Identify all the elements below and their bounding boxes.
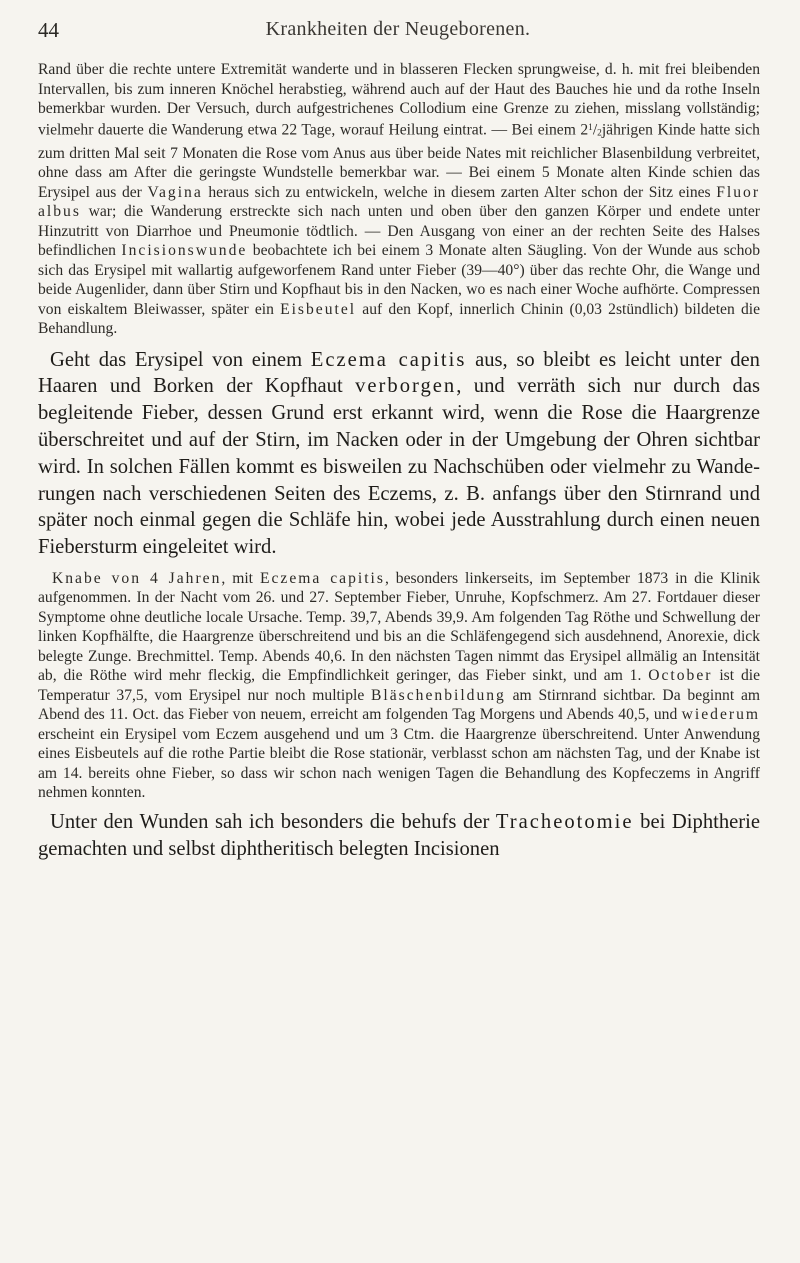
paragraph-eczema-capitis xyxy=(38,347,760,561)
text-run: auf den Kopf, innerlich Chinin (0,03 2stündlich) bildeten die Behandlung. xyxy=(38,300,760,338)
emphasis-verborgen: verborgen xyxy=(355,375,457,398)
emphasis-eczema-capitis: Eczema capitis xyxy=(259,569,385,587)
emphasis-tracheotomie: Tracheotomie xyxy=(495,810,634,833)
text-run: am Stirnrand sichtbar. Da beginnt am Abend des 11. Oct. das Fieber von neuem, erreicht am folgenden Tag Morgens und Abends 40,5, und xyxy=(38,686,760,724)
emphasis-fluor-albus: Fluor albus xyxy=(38,183,761,221)
text-run: war; die Wanderung erstreckte sich nach unten und oben über den ganzen Körper und endete unter Hinzutritt von Diarrhoe und Pneumonie tödtlich. — Den Ausgang von einer an der rechten Seite des Halses befindlichen xyxy=(38,203,760,260)
fraction-denominator: 2 xyxy=(597,128,602,139)
text-run: , besonders linkerseits, im September 1873 in die Klinik aufgenommen. In der Nacht vom 26. und 27. September Fieber, Unruhe, Kopfschmerz. Am 27. Fortdauer dieser Symptome ohne deutliche locale Ursache. Temp. 39,7, Abends 39,9. Am folgenden Tag Röthe und Schwellung der linken Kopfhälfte, die Haargrenze überschreitend und bis an die Schläfengegend sich ausdehnend, Anorexie, dick belegte Zunge. Brechmittel. Temp. Abends 40,6. In den nächsten Tagen nimmt das Erysipel allmälig an Intensität ab, die Röthe wird mehr fleckig, die Empfindlichkeit geringer, das Fieber sinkt, und am 1. xyxy=(38,569,761,685)
fraction-numerator: 1 xyxy=(588,122,593,133)
page-number: 44 xyxy=(38,18,59,42)
emphasis-vagina: Vagina xyxy=(147,183,203,201)
emphasis-blaeschenbildung: Bläschenbildung xyxy=(371,686,506,704)
text-run: Geht das Erysipel von einem xyxy=(50,348,311,371)
emphasis-knabe: Knabe von 4 Jahren xyxy=(52,569,222,587)
paragraph-case-knabe xyxy=(38,569,760,803)
text-run: bei Diphtherie gemachten und selbst diphtheritisch belegten Incisionen xyxy=(38,810,760,860)
page-body xyxy=(38,60,760,863)
text-run: erscheint ein Erysipel vom Eczem ausgehend und um 3 Ctm. die Haargrenze überschreitend. Unter Anwendung eines Eisbeutels auf die rothe Partie bleibt die Rose stationär, verblasst schon am nächsten Tag, und der Knabe ist am 14. bereits ohne Fieber, so dass wir schon nach wenigen Tagen die Behandlung des Kopfeczems in Angriff nehmen konnten. xyxy=(38,725,760,802)
text-run: aus, so bleibt es leicht unter den Haaren und Borken der Kopfhaut xyxy=(38,348,760,398)
text-run: Rand über die rechte untere Extremität wanderte und in blasseren Flecken sprungweise, d. h. mit frei bleibenden Intervallen, bis zum inneren Knöchel herabstieg, während auch auf der Haut des Bauches hie und da rothe Inseln bemerkbar wurden. Der Versuch, durch aufgestrichenes Collodium eine Grenze zu ziehen, misslang vollständig; vielmehr dauerte die Wanderung etwa 22 Tage, worauf Heilung eintrat. — Bei einem 2 xyxy=(38,61,760,139)
text-run: , mit xyxy=(221,569,260,587)
emphasis-october: October xyxy=(648,667,713,685)
text-run: ist die Temperatur 37,5, vom Erysipel nur noch multiple xyxy=(38,667,760,704)
running-head: Krankheiten der Neugeborenen. xyxy=(265,18,531,40)
paragraph-wunden xyxy=(38,809,760,863)
text-run: jährigen Kinde hatte sich zum dritten Mal seit 7 Monaten die Rose vom Anus aus über beide Nates mit reichlicher Blasenbildung verbreitet, ohne dass am After die geringste Wundstelle bemerkbar war. — Bei einem 5 Monate alten Kinde schien das Erysipel aus der xyxy=(38,121,760,201)
text-run: beobachtete ich bei einem 3 Monate alten Säugling. Von der Wunde aus schob sich das Erysipel mit wallartig aufgeworfenem Rand unter Fieber (39—40°) über das rechte Ohr, die Wange und beide Augenlider, dann über Stirn und Kopfhaut bis in den Nacken, wo es nach einer Woche aufhörte. Compressen von eiskaltem Bleiwasser, später ein xyxy=(38,242,760,318)
emphasis-eczema-capitis: Eczema capitis xyxy=(310,348,467,371)
page-header xyxy=(38,14,758,44)
text-run: Unter den Wunden sah ich besonders die behufs der xyxy=(50,810,496,833)
text-run: heraus sich zu entwickeln, welche in diesem zarten Alter schon der Sitz eines xyxy=(202,183,717,201)
emphasis-incisionswunde: Incisionswunde xyxy=(121,242,248,260)
emphasis-eisbeutel: Eisbeutel xyxy=(280,300,357,318)
paragraph-case-reports xyxy=(38,60,760,339)
emphasis-wiederum: wiederum xyxy=(681,706,760,724)
text-run: , und verräth sich nur durch das begleitende Fieber, dessen Grund erst erkannt wird, wenn die Rose die Haargrenze überschreitet und auf der Stirn, im Nacken oder in der Umgebung der Ohren sichtbar wird. In solchen Fällen kommt es bisweilen zu Nachschüben oder vielmehr zu Wanderungen nach verschiedenen Seiten des Eczems, z. B. anfangs über den Stirnrand und später noch einmal gegen die Schläfe hin, wobei jede Ausstrahlung durch einen neuen Fiebersturm eingeleitet wird. xyxy=(38,375,761,559)
fraction-slash: / xyxy=(592,121,598,139)
